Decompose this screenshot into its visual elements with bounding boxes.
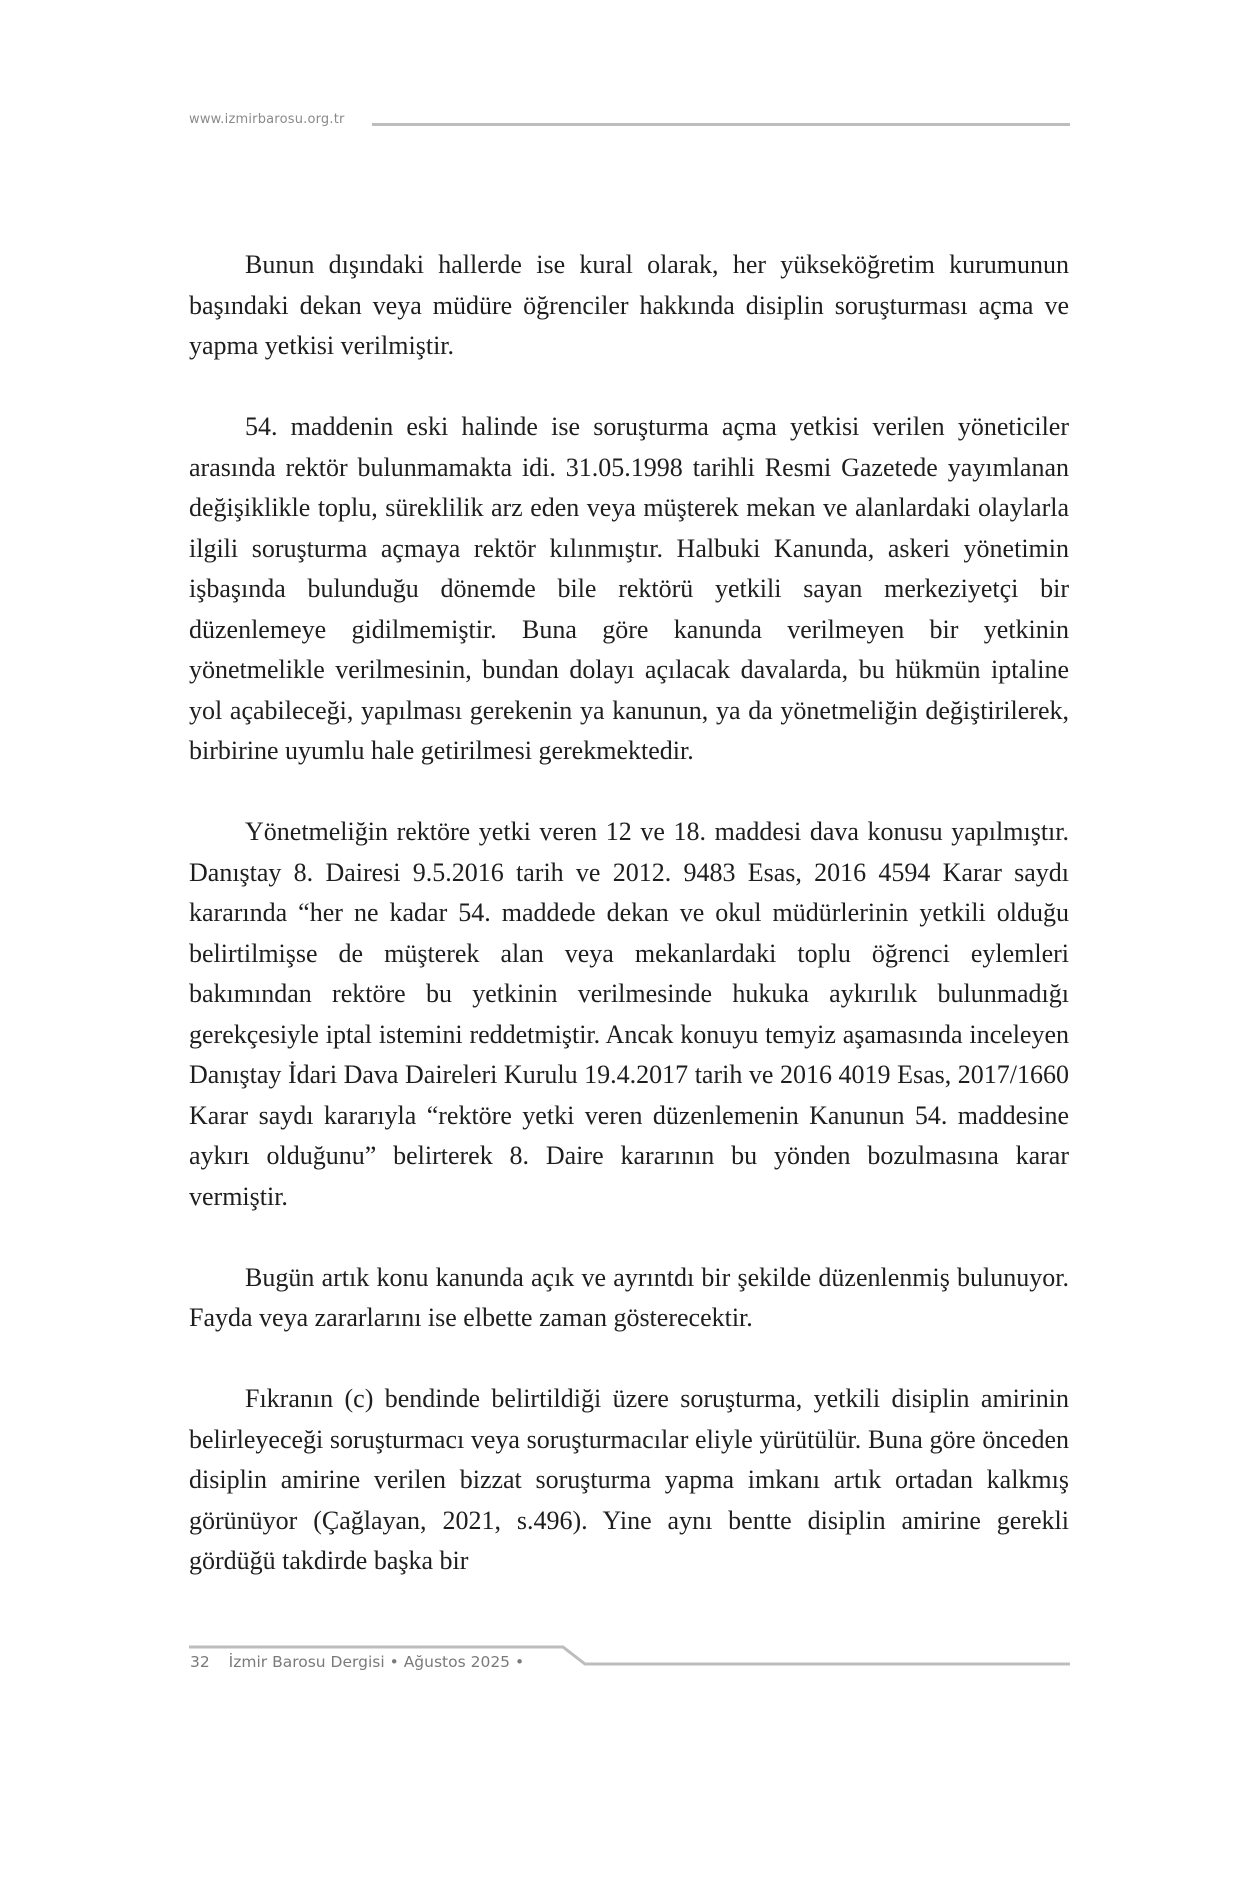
page-number: 32	[190, 1653, 210, 1671]
bullet-trailing: •	[514, 1653, 525, 1671]
paragraph: Bunun dışındaki hallerde ise kural olarak, her yükseköğretim kurumunun başındaki dekan veya müdüre öğrenciler hakkında disiplin soruşturması açma ve yapma yetkisi verilmiştir.	[189, 250, 1069, 360]
bullet-separator: •	[389, 1653, 399, 1671]
website-url: www.izmirbarosu.org.tr	[189, 112, 345, 127]
paragraph: Bugün artık konu kanunda açık ve ayrıntdı bir şekilde düzenlenmiş bulunuyor. Fayda veya zararlarını ise elbette zaman gösterecektir.	[189, 1262, 1069, 1332]
footer-meta	[190, 1652, 524, 1672]
issue-date: Ağustos 2025	[403, 1653, 511, 1671]
journal-name: İzmir Barosu Dergisi	[228, 1653, 385, 1671]
paragraph: Fıkranın (c) bendinde belirtildiği üzere soruşturma, yetkili disiplin amirinin belirleyeceği soruşturmacı veya soruşturmacılar eliyle yürütülür. Buna göre önceden disiplin amirine verilen bizzat soruşturma yapma imkanı artık ortadan kalkmış görünüyor (Çağlayan, 2021, s.496). Yine aynı bentte disiplin amirine gerekli gördüğü takdirde başka bir	[189, 1384, 1069, 1575]
paragraph: 54. maddenin eski halinde ise soruşturma açma yetkisi verilen yöneticiler arasında rektör bulunmamakta idi. 31.05.1998 tarihli Resmi Gazetede yayımlanan değişiklikle toplu, süreklilik arz eden veya müşterek mekan ve alanlardaki olaylarla ilgili soruşturma açmaya rektör kılınmıştır. Halbuki Kanunda, askeri yönetimin işbaşında bulunduğu dönemde bile rektörü yetkili sayan merkeziyetçi bir düzenlemeye gidilmemiştir. Buna göre kanunda verilmeyen bir yetkinin yönetmelikle verilmesinin, bundan dolayı açılacak davalarda, bu hükmün iptaline yol açabileceği, yapılması gerekenin ya kanunun, ya da yönetmeliğin değiştirilerek, birbirine uyumlu hale getirilmesi gerekmektedir.	[189, 412, 1069, 765]
paragraph: Yönetmeliğin rektöre yetki veren 12 ve 18. maddesi dava konusu yapılmıştır. Danıştay 8. Dairesi 9.5.2016 tarih ve 2012. 9483 Esas, 2016 4594 Karar saydı kararında “her ne kadar 54. maddede dekan ve okul müdürlerinin yetkili olduğu belirtilmişse de müşterek alan veya mekanlardaki toplu öğrenci eylemleri bakımından rektöre bu yetkinin verilmesinde hukuka aykırılık bulunmadığı gerekçesiyle iptal istemini reddetmiştir. Ancak konuyu temyiz aşamasında inceleyen Danıştay İdari Dava Daireleri Kurulu 19.4.2017 tarih ve 2016 4019 Esas, 2017/1660 Karar saydı kararıyla “rektöre yetki veren düzenlemenin Kanunun 54. maddesine aykırı olduğunu” belirterek 8. Daire kararının bu yönden bozulmasına karar vermiştir.	[189, 817, 1069, 1211]
